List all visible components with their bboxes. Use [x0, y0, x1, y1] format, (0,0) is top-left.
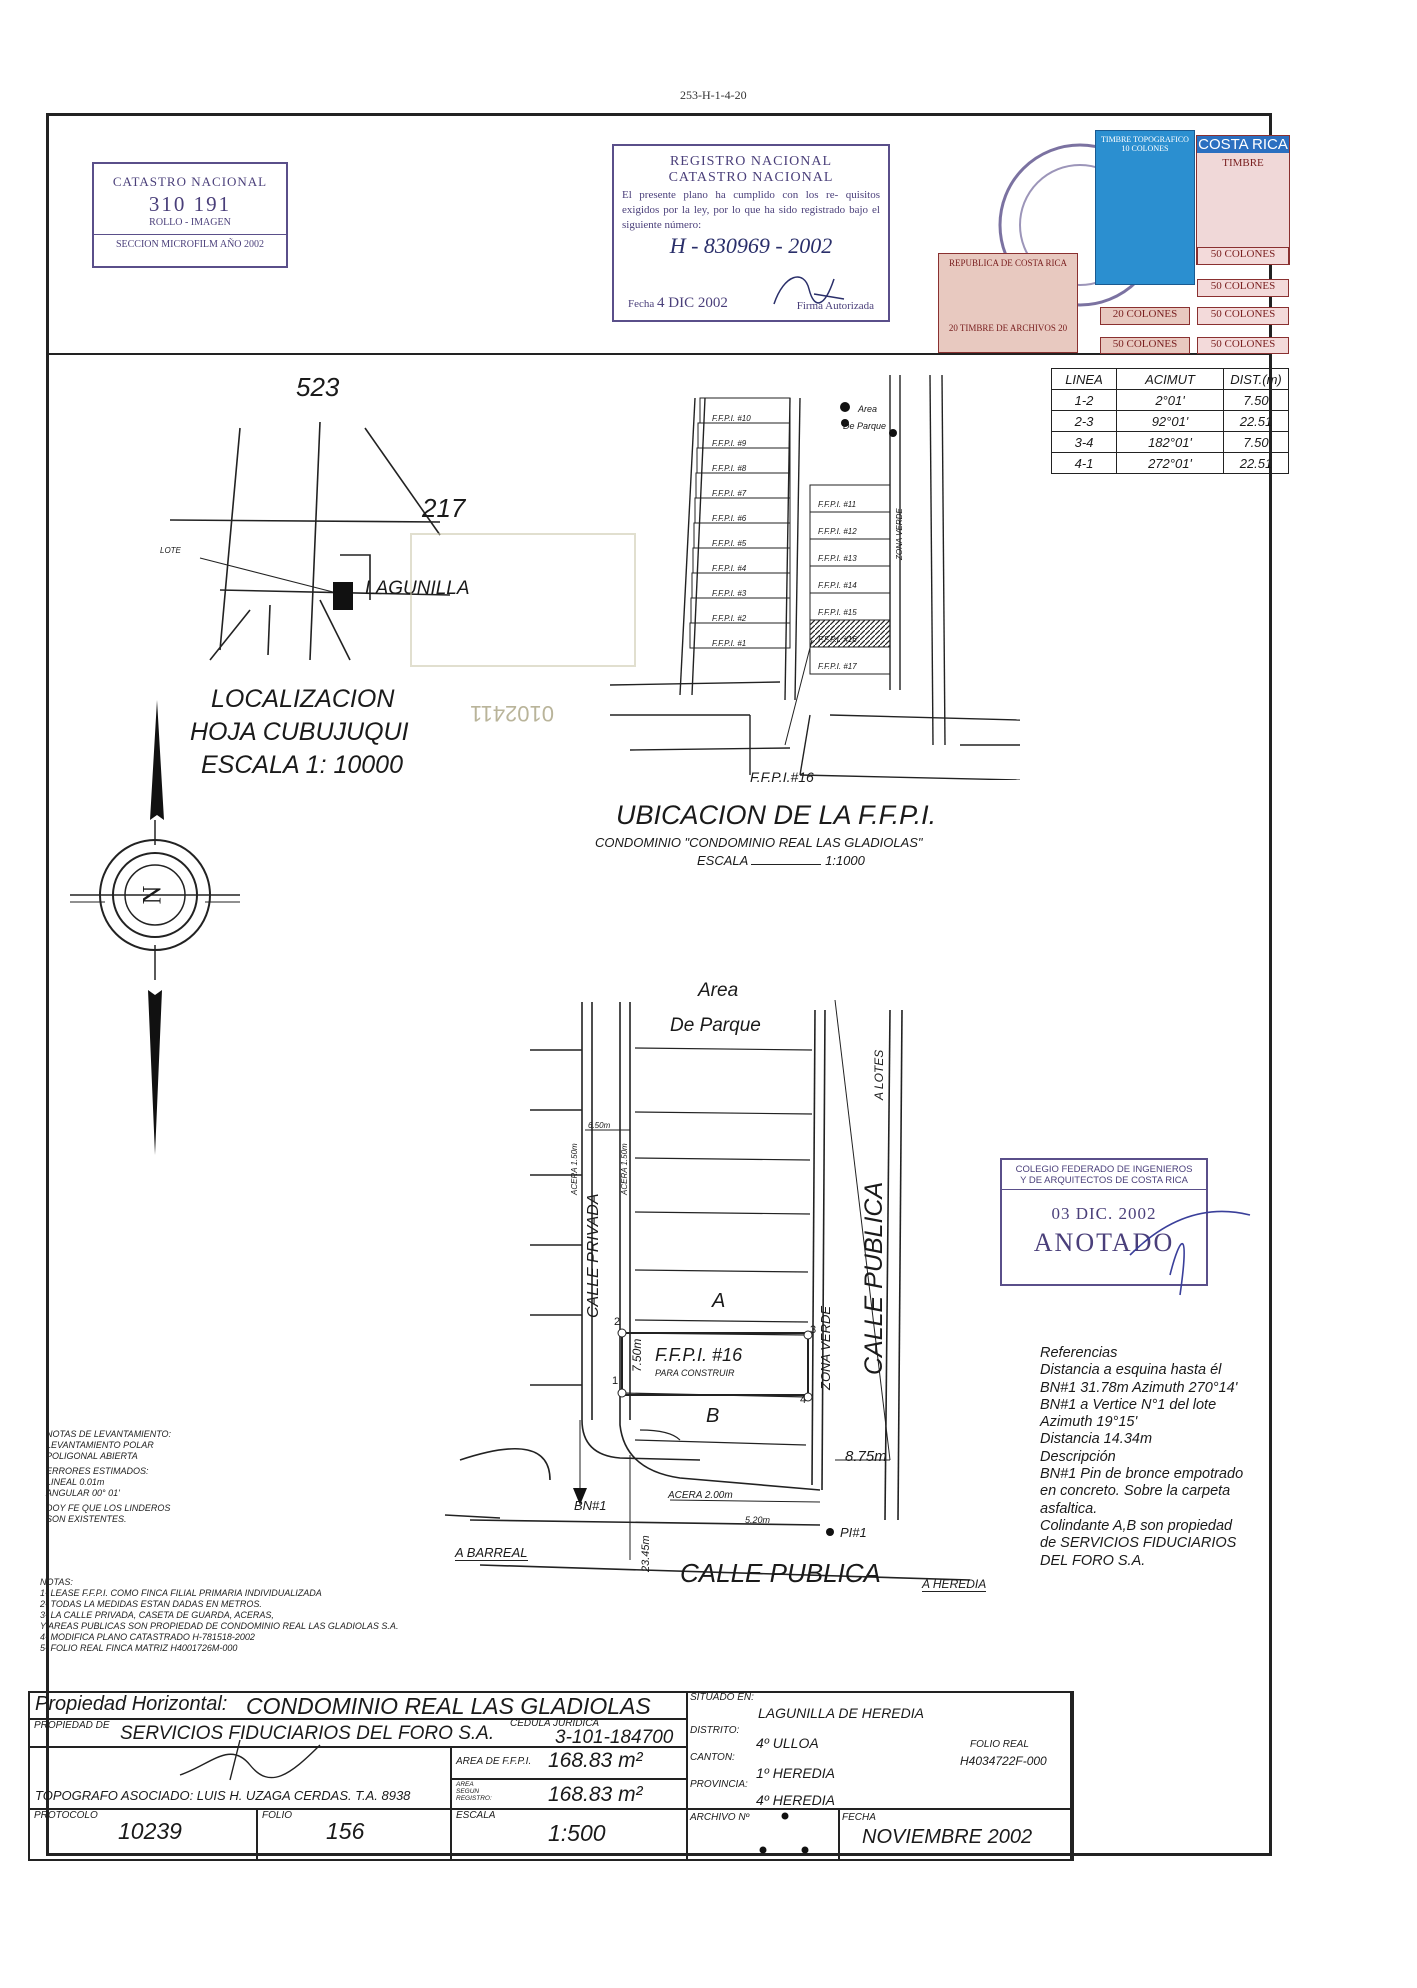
- plan-width-650: 6.50m: [588, 1121, 611, 1130]
- ubicacion-lots-right: [818, 491, 898, 680]
- lot-label: F.F.P.I. #14: [818, 581, 857, 590]
- notas-levantamiento-line: SON EXISTENTES.: [46, 1514, 127, 1524]
- escala-value: 1:500: [548, 1820, 606, 1846]
- canton-label: CANTON:: [690, 1752, 735, 1763]
- road-217-label: 217: [422, 493, 466, 523]
- notas-line: 1- LEASE F.F.P.I. COMO FINCA FILIAL PRIMARIA INDIVIDUALIZADA: [40, 1588, 322, 1598]
- referencias-line: Descripción: [1040, 1448, 1116, 1465]
- header-divider: [46, 353, 1272, 355]
- tb-divider: [838, 1808, 840, 1861]
- tb-divider: [1072, 1691, 1074, 1861]
- referencias-line: Distancia a esquina hasta él: [1040, 1362, 1222, 1379]
- colegio-line2: Y DE ARQUITECTOS DE COSTA RICA: [1002, 1175, 1206, 1190]
- table-row: [1052, 411, 1289, 432]
- table-row: [1052, 453, 1289, 474]
- twenty-right: 20: [1058, 323, 1068, 333]
- cell: 182°01': [1117, 432, 1224, 453]
- colegio-label: ANOTADO: [1033, 1228, 1175, 1257]
- pi1-label: PI#1: [840, 1525, 867, 1540]
- registro-date: 4 DIC 2002: [657, 295, 728, 311]
- lot-label: F.F.P.I. #5: [712, 539, 747, 548]
- folio-real-label: FOLIO REAL: [970, 1739, 1029, 1750]
- referencias-line: Colindante A,B son propiedad: [1040, 1517, 1233, 1534]
- republica-label: REPUBLICA DE COSTA RICA: [948, 258, 1068, 268]
- archivo-label: ARCHIVO Nº: [690, 1812, 750, 1823]
- lot-label: F.F.P.I. #17: [818, 662, 857, 671]
- registro-nacional-stamp: [612, 144, 890, 322]
- north-arrow-icon: [70, 690, 240, 1160]
- ubicacion-callout: F.F.P.I.#16: [750, 769, 814, 785]
- notas-line: 2- TODAS LA MEDIDAS ESTAN DADAS EN METROS.: [40, 1599, 262, 1609]
- prop-value: SERVICIOS FIDUCIARIOS DEL FORO S.A.: [120, 1723, 495, 1744]
- notas-levantamiento-line: DOY FE QUE LOS LINDEROS: [46, 1503, 171, 1513]
- stamp-value-6: 50 COLONES: [1197, 337, 1289, 354]
- notas-levantamiento-line: LINEAL 0.01m: [46, 1477, 105, 1487]
- lot-label: F.F.P.I. #7: [712, 489, 747, 498]
- lagunilla-label: LAGUNILLA: [365, 578, 470, 599]
- archivos-label: TIMBRE DE ARCHIVOS: [959, 323, 1056, 333]
- col-acimut: ACIMUT: [1117, 369, 1224, 390]
- archivo-dots: [755, 1808, 815, 1858]
- registro-number: H - 830969 - 2002: [669, 233, 833, 258]
- referencias-line: BN#1 Pin de bronce empotrado: [1040, 1466, 1244, 1483]
- north-label: N: [137, 885, 167, 905]
- situado-label: SITUADO EN:: [690, 1692, 754, 1703]
- lot-label: F.F.P.I. #11: [818, 500, 857, 509]
- referencias-block: [1040, 1345, 1243, 1570]
- plan-acera-right: ACERA 1.50m: [620, 1143, 629, 1195]
- registro-signature: [764, 264, 854, 314]
- dist-520-label: 5.20m: [745, 1515, 771, 1525]
- notas-levantamiento-line: POLIGONAL ABIERTA: [46, 1451, 138, 1461]
- faded-stamp-number: 0102411: [470, 701, 555, 726]
- cell: 1-2: [1052, 390, 1117, 411]
- catastro-footer: SECCION MICROFILM AÑO 2002: [115, 239, 265, 250]
- plan-acera-left: ACERA 1.50m: [570, 1143, 579, 1195]
- lot-a-label: A: [712, 1290, 726, 1312]
- azimuth-header-row: [1052, 369, 1289, 390]
- protocolo-value: 10239: [118, 1818, 182, 1844]
- colegio-line1: COLEGIO FEDERADO DE INGENIEROS: [1015, 1164, 1193, 1175]
- lot-label: F.F.P.I. #2: [712, 614, 747, 623]
- ffpi-label: F.F.P.I. #16: [655, 1345, 743, 1365]
- lot-label: F.F.P.I. #8: [712, 464, 747, 473]
- a-heredia-label: A HEREDIA: [922, 1577, 987, 1591]
- col-linea: LINEA: [1052, 369, 1117, 390]
- protocolo-label: PROTOCOLO: [34, 1810, 98, 1821]
- topografo-signature: [170, 1735, 330, 1790]
- notas-levantamiento-line: ERRORES ESTIMADOS:: [46, 1466, 149, 1476]
- ubicacion-title: UBICACION DE LA F.F.P.I.: [616, 800, 937, 830]
- table-row: [1052, 390, 1289, 411]
- ph-value: CONDOMINIO REAL LAS GLADIOLAS: [246, 1693, 651, 1719]
- cedula-value: 3-101-184700: [555, 1727, 674, 1748]
- lot-label: F.F.P.I. #16: [818, 635, 857, 644]
- referencias-line: en concreto. Sobre la carpeta: [1040, 1483, 1231, 1500]
- stamp-value-2: 50 COLONES: [1197, 279, 1289, 297]
- registro-body: El presente plano ha cumplido con los re- quisitos exigidos por la ley, por lo que ha sido registrado bajo el siguiente número:: [622, 189, 880, 231]
- plan-calle-publica-vertical: CALLE PUBLICA: [860, 1181, 888, 1375]
- cell: 7.50: [1224, 390, 1289, 411]
- vertex-3: 3: [810, 1324, 817, 1336]
- catastro-microfilm-stamp: [92, 162, 288, 268]
- distrito-value: 4º ULLOA: [756, 1735, 819, 1751]
- a-barreal-label: A BARREAL: [455, 1545, 528, 1560]
- area-reg-label: AREA SEGUN REGISTRO:: [456, 1781, 492, 1802]
- area-ffpi-label: AREA DE F.F.P.I.: [456, 1756, 532, 1767]
- notas-line: NOTAS:: [40, 1577, 73, 1587]
- dist-750-label: 7.50m: [630, 1338, 644, 1372]
- tb-divider: [686, 1691, 688, 1861]
- folio-value: 156: [326, 1818, 365, 1844]
- lot-label: F.F.P.I. #10: [712, 414, 751, 423]
- ubicacion-parque-label: De Parque: [843, 421, 887, 431]
- referencias-line: DEL FORO S.A.: [1040, 1552, 1146, 1569]
- scale-label: ESCALA: [697, 853, 748, 868]
- area-reg-value: 168.83 m²: [548, 1783, 643, 1806]
- col-dist: DIST.(m): [1224, 369, 1289, 390]
- ubicacion-scale: [697, 853, 865, 868]
- tb-divider: [28, 1808, 1072, 1810]
- timbre-label: TIMBRE: [1222, 157, 1264, 169]
- stamp-value-3: 20 COLONES: [1100, 307, 1190, 325]
- fecha-label: FECHA: [842, 1812, 876, 1823]
- stamp-value-4: 50 COLONES: [1197, 307, 1289, 325]
- costa-rica-stamp: [1196, 135, 1290, 265]
- ph-label: Propiedad Horizontal:: [35, 1693, 228, 1715]
- lot-label: F.F.P.I. #13: [818, 554, 857, 563]
- lot-label: F.F.P.I. #4: [712, 564, 747, 573]
- hoja-title: HOJA CUBUJUQUI: [190, 718, 409, 746]
- plan-calle-privada: CALLE PRIVADA: [585, 1193, 602, 1318]
- provincia-label: PROVINCIA:: [690, 1779, 748, 1790]
- registro-line2: CATASTRO NACIONAL: [668, 170, 834, 185]
- folio-real-value: H4034722F-000: [960, 1754, 1047, 1768]
- provincia-value: 4º HEREDIA: [756, 1792, 836, 1808]
- twenty-left: 20: [948, 323, 958, 333]
- cell: 2°01': [1117, 390, 1224, 411]
- cell: 3-4: [1052, 432, 1117, 453]
- notas-levantamiento-line: NOTAS DE LEVANTAMIENTO:: [46, 1429, 172, 1439]
- scale-value: 1:1000: [825, 853, 865, 868]
- ubicacion-area-label: Area: [858, 404, 878, 414]
- escala-label: ESCALA: [456, 1810, 496, 1821]
- notas-line: Y AREAS PUBLICAS SON PROPIEDAD DE CONDOMINIO REAL LAS GLADIOLAS S.A.: [40, 1621, 399, 1631]
- ubicacion-subtitle: CONDOMINIO "CONDOMINIO REAL LAS GLADIOLAS": [595, 835, 923, 850]
- tb-divider: [450, 1746, 452, 1861]
- stamp-value-1: 50 COLONES: [1197, 247, 1289, 265]
- notas-line: 4- MODIFICA PLANO CATASTRADO H-781518-2002: [40, 1632, 255, 1642]
- lot-label: F.F.P.I. #3: [712, 589, 747, 598]
- referencias-line: Azimuth 19°15': [1040, 1414, 1138, 1431]
- site-plan: [440, 1000, 1020, 1620]
- lot-label: F.F.P.I. #15: [818, 608, 857, 617]
- escala-title: ESCALA 1: 10000: [201, 751, 403, 779]
- cell: 92°01': [1117, 411, 1224, 432]
- catastro-title: CATASTRO NACIONAL: [112, 174, 268, 189]
- notas-levantamiento-line: LEVANTAMIENTO POLAR: [46, 1440, 154, 1450]
- cell: 7.50: [1224, 432, 1289, 453]
- lot-b-label: B: [706, 1405, 720, 1427]
- lot-label: F.F.P.I. #12: [818, 527, 857, 536]
- canton-value: 1º HEREDIA: [756, 1765, 836, 1781]
- cell: 4-1: [1052, 453, 1117, 474]
- lot-label: F.F.P.I. #6: [712, 514, 747, 523]
- document-reference: 253-H-1-4-20: [680, 88, 747, 102]
- plan-area-label: Area: [698, 980, 739, 1001]
- referencias-line: Referencias: [1040, 1345, 1118, 1361]
- prop-label: PROPIEDAD DE: [34, 1720, 110, 1731]
- lote-label: LOTE: [160, 546, 181, 555]
- referencias-line: BN#1 31.78m Azimuth 270°14': [1040, 1379, 1238, 1396]
- tb-divider: [256, 1808, 258, 1861]
- notas-line: 5- FOLIO REAL FINCA MATRIZ H4001726M-000: [40, 1643, 238, 1653]
- plan-a-lotes: A LOTES: [872, 1049, 886, 1100]
- dist-2345-label: 23.45m: [640, 1535, 652, 1572]
- folio-label: FOLIO: [262, 1810, 293, 1821]
- cell: 22.51: [1224, 411, 1289, 432]
- topografo-label: TOPOGRAFO ASOCIADO: LUIS H. UZAGA CERDAS. T.A. 8938: [35, 1788, 411, 1803]
- referencias-line: Distancia 14.34m: [1040, 1431, 1153, 1448]
- vertex-1: 1: [612, 1375, 619, 1387]
- plan-zona-verde: ZONA VERDE: [818, 1305, 833, 1390]
- colegio-signature: [1110, 1195, 1260, 1305]
- registro-line1: REGISTRO NACIONAL: [669, 154, 833, 169]
- acera-200-label: ACERA 2.00m: [668, 1490, 733, 1501]
- stamp-value-5: 50 COLONES: [1100, 337, 1190, 354]
- tb-divider: [450, 1778, 686, 1780]
- situado-value: LAGUNILLA DE HEREDIA: [758, 1705, 924, 1721]
- distrito-label: DISTRITO:: [690, 1725, 740, 1736]
- bn1-label: BN#1: [574, 1498, 607, 1513]
- localizacion-title: LOCALIZACION: [211, 685, 395, 713]
- cedula-label: CEDULA JURIDICA: [510, 1718, 600, 1729]
- archivos-stamp: [938, 253, 1078, 353]
- notas-line: 3- LA CALLE PRIVADA, CASETA DE GUARDA, ACERAS,: [40, 1610, 274, 1620]
- dist-875-label: 8.75m: [845, 1448, 887, 1465]
- plan-parque-label: De Parque: [670, 1015, 761, 1036]
- cell: 22.51: [1224, 453, 1289, 474]
- area-ffpi-value: 168.83 m²: [548, 1749, 643, 1772]
- vertex-2: 2: [614, 1316, 621, 1328]
- calle-publica-horizontal: CALLE PUBLICA: [680, 1558, 881, 1588]
- notas-levantamiento: [46, 1429, 171, 1525]
- notas-levantamiento-line: ANGULAR 00° 01': [46, 1488, 120, 1498]
- catastro-subtitle: ROLLO - IMAGEN: [149, 217, 231, 228]
- referencias-line: asfaltica.: [1040, 1500, 1098, 1517]
- registro-sign-label: Firma Autorizada: [796, 300, 874, 312]
- referencias-line: de SERVICIOS FIDUCIARIOS: [1040, 1535, 1237, 1552]
- costa-rica-label: COSTA RICA: [1198, 136, 1288, 153]
- topografico-stamp: [1095, 130, 1195, 285]
- cell: 272°01': [1117, 453, 1224, 474]
- notas-block: [40, 1577, 398, 1654]
- road-523-label: 523: [296, 372, 340, 402]
- referencias-line: BN#1 a Vertice N°1 del lote: [1040, 1396, 1217, 1413]
- topografico-label: TIMBRE TOPOGRAFICO 10 COLONES: [1101, 135, 1189, 153]
- registro-date-label: Fecha: [628, 298, 655, 310]
- ubicacion-lots-left: [712, 406, 792, 656]
- table-row: [1052, 432, 1289, 453]
- catastro-number: 310 191: [148, 192, 232, 216]
- cell: 2-3: [1052, 411, 1117, 432]
- lot-label: F.F.P.I. #9: [712, 439, 747, 448]
- colegio-date: 03 DIC. 2002: [1051, 1204, 1157, 1223]
- lot-label: F.F.P.I. #1: [712, 639, 747, 648]
- vertex-4: 4: [800, 1394, 807, 1406]
- azimuth-table: [1051, 368, 1289, 474]
- ubicacion-zona-verde: ZONA VERDE: [895, 508, 904, 560]
- para-construir-label: PARA CONSTRUIR: [655, 1368, 735, 1378]
- fecha-value: NOVIEMBRE 2002: [862, 1826, 1033, 1848]
